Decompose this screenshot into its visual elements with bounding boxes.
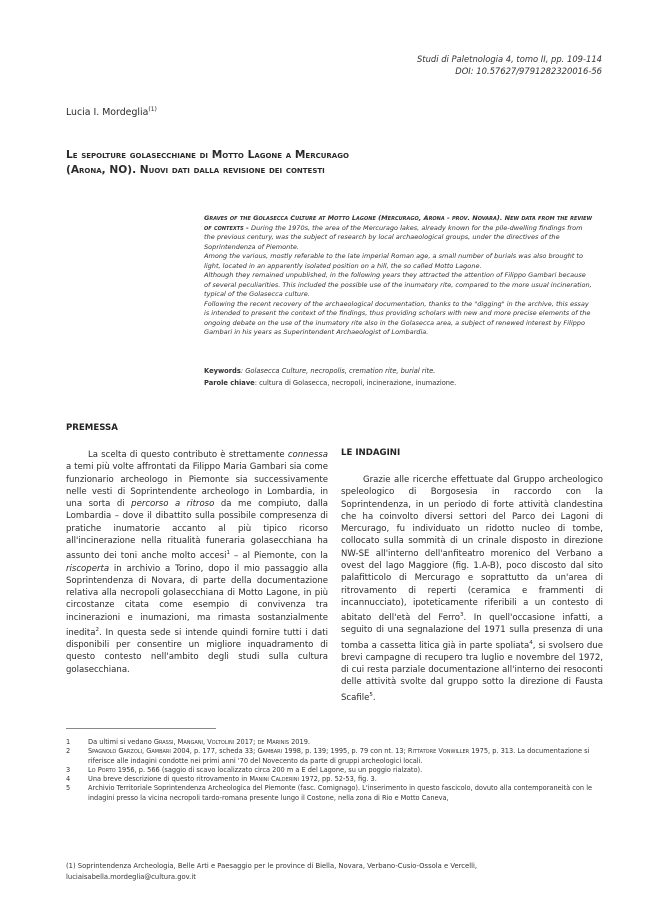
footnote-2: 2 Spagnolo Garzoli, Gambari 2004, p. 177, scheda 33; Gambari 1998, p. 139; 1995, p. 79 con nt. 13; Rittatore Vonwiller 1975, p. 313. La documentazione si riferisce alle indagini condotte nei primi anni '70 del Novecento da parte di gruppi archeologici locali. (66, 747, 590, 765)
title-line-1: Le sepolture golasecchiane di Motto Lagone a Mercurago (66, 149, 349, 161)
indagini-paragraph: Grazie alle ricerche effettuate dal Gruppo archeologico speleologico di Borgosesia in raccordo con la Soprintendenza, in un periodo di forte attività clandestina che ha coinvolto diversi settori del Parco dei Lagoni di Mercurago, fu individuato un ridotto nucleo di tombe, collocato sulla sommità di un crinale disposto in direzione NW-SE all'interno dell'anfiteatro morenico del Verbano a ovest del lago Maggiore (fig. 1.A-B), poco discosto dal sito palafitticolo di Mercurago e soprattutto da un'area di ritrovamento di reperti (ceramica e frammenti di incannucciato), ipoteticamente riferibili a un contesto di abitato dell'età del Ferro$^3$. In quell'occasione infatti, a seguito di una segnalazione del 1971 sulla presenza di una tomba a cassetta litica già in parte spoliata$^4$, si svolsero due brevi campagne di recupero tra luglio e novembre del 1972, di cui resta parziale documentazione all'interno dei resoconti delle attività svolte dal gruppo sotto la direzione di Fausta Scafile$^5$. (341, 475, 604, 703)
author-affil-mark: (1) (148, 106, 157, 113)
footnote-ref-2: 2 (95, 627, 99, 633)
abstract (204, 214, 594, 338)
abstract-p3: Although they remained unpublished, in the following years they attracted the attention of Filippo Gambari because of several peculiarities. This included the possible use of the inumatory rite, compared to the more usual incineration, typical of the Golasecca culture. (204, 271, 592, 298)
indagini-heading: LE INDAGINI (341, 448, 401, 458)
footnote-5: 5 Archivio Territoriale Soprintendenza Archeologica del Piemonte (fasc. Comignago). L'inserimento in questo fascicolo, dovuto alla contemporaneità con le indagini presso la vicina necropoli tardo-romana presente lungo il Costone, nella zona di Rio e Motto Caneva, (66, 784, 593, 802)
abstract-title: Graves of the Golasecca Culture at Motto Lagone (Mercurago, Arona - prov. Novara). New data from the review of contexts - (204, 214, 593, 232)
keywords-block (204, 365, 594, 389)
footnote-1: 1 Da ultimi si vedano Grassi, Mangani, Voltolini 2017; de Marinis 2019. (66, 738, 310, 746)
author-affiliation: (1) Soprintendenza Archeologia, Belle Arti e Paesaggio per le province di Biella, Novara, Verbano-Cusio-Ossola e Vercelli, luciaisabella.mordeglia@cultura.gov.it (66, 862, 478, 881)
premessa-paragraph: La scelta di questo contributo è strettamente connessa a temi più volte affrontati da Filippo Maria Gambari sia come funzionario archeologo in Piemonte sia successivamente nelle vesti di Soprintendente archeologo in Lombardia, in una sorta di percorso a ritroso da me compiuto, dalla Lombardia – dove il dibattito sulla possibile compresenza di pratiche inumatorie accanto al più tipico ricorso all'incinerazione nella ritualità funeraria golasecchiana ha assunto dei toni anche molto accesi$^1$ – al Piemonte, con la riscoperta in archivio a Torino, dopo il mio passaggio alla Soprintendenza di Novara, di parte della documentazione relativa alla necropoli golasecchiana di Motto Lagone, in più circostanze citata come esempio di convivenza tra incinerazioni e inumazioni, ma rimasta sostanzialmente inedita$^2$. In questa sede si intende quindi fornire tutti i dati disponibili per consentire un migliore inquadramento di questo contesto nell'ambito degli studi sulla cultura golasecchiana. (66, 450, 328, 675)
footnote-3: 3 Lo Porto 1956, p. 566 (saggio di scavo localizzato circa 200 m a E del Lagone, su un poggio rialzato). (66, 765, 423, 774)
journal-header (417, 53, 602, 77)
footnote-ref-5: 5 (369, 691, 373, 698)
indagini-body (341, 474, 603, 704)
footnotes (66, 738, 602, 803)
abstract-p1: During the 1970s, the area of the Mercurago lakes, already known for the pile-dwelling findings from the previous century, was the subject of research by local archaeological groups, under the directives of the Soprintendenza of Piemonte. (204, 223, 583, 251)
keywords-label: Keywords (204, 367, 241, 375)
keywords (204, 365, 594, 377)
premessa-heading: PREMESSA (66, 423, 118, 433)
footnote-ref-1: 1 (226, 550, 230, 557)
abstract-p2: Among the various, mostly referable to the late imperial Roman age, a small number of burials was also brought to light, located in an apparently isolated position on a hill, the so called Motto Lagone. (204, 252, 583, 270)
keywords-text: : Golasecca Culture, necropolis, cremation rite, burial rite. (240, 367, 436, 375)
footnote-ref-3: 3 (460, 612, 464, 619)
footnote-4: 4 Una breve descrizione di questo ritrovamento in Manini Calderini 1972, pp. 52-53, fig. 3. (66, 775, 377, 784)
article-title (66, 148, 586, 178)
premessa-body (66, 449, 328, 676)
title-line-2: (Arona, NO). Nuovi dati dalla revisione dei contesti (66, 164, 325, 176)
footnote-divider (66, 728, 216, 729)
parole-label: Parole chiave (204, 379, 255, 387)
journal-citation: Studi di Paletnologia 4, tomo II, pp. 109-114 (416, 54, 602, 64)
parole-text: : cultura di Golasecca, necropoli, incinerazione, inumazione. (254, 379, 457, 387)
footnote-ref-4: 4 (529, 639, 533, 646)
parole-chiave (204, 377, 594, 389)
abstract-p4: Following the recent recovery of the archaeological documentation, thanks to the "digging" in the archive, this essay is intended to present the context of the findings, thus providing scholars with new and more precise elements of the ongoing debate on the use of the inumatory rite also in the Golasecca area, a subject of renewed interest by Filippo Gambari in his years as Superintendent Archaeologist of Lombardia. (204, 299, 591, 336)
author (66, 106, 157, 118)
doi: DOI: 10.57627/9791282320016-56 (455, 66, 602, 76)
author-name: Lucia I. Mordeglia (66, 107, 149, 119)
